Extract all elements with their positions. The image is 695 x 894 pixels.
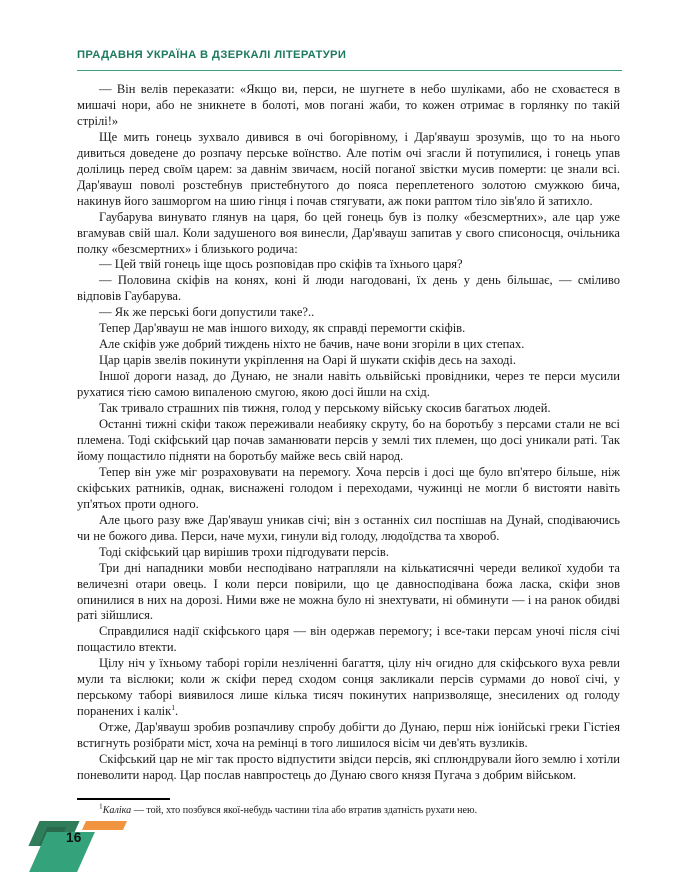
page-number: 16 (66, 830, 82, 845)
paragraph-text: Цілу ніч у їхньому таборі горіли незліченні багаття, цілу ніч огидно для скіфського вуха ревли мули та віслюки; коли ж скіфи перед сходом сонця закликали персів сурмами до нової січі, у перському таборі виявилося лише кілька тисяч покинутих напризволяще, знесилених од голоду поранених і калік (77, 656, 620, 719)
paragraph: Тепер Дар'явауш не мав іншого виходу, як справді перемогти скіфів. (99, 321, 466, 336)
paragraph: Тоді скіфський цар вирішив трохи підгодувати персів. (99, 544, 389, 559)
paragraph: Справдилися надії скіфського царя — він одержав перемогу; і все-таки персам уночі після січі пощастило втекти. (77, 624, 620, 655)
body-text-column (77, 82, 620, 784)
paragraph: Тепер він уже міг розраховувати на перемогу. Хоча персів і досі ще було вп'ятеро більше, ніж скіфських ратників, однак, виснажені голодом і переходами, чужинці не могли б вистояти навіть уп'ятьох проти одного. (77, 464, 620, 511)
header-divider-rule (77, 70, 622, 71)
paragraph: Цар царів звелів покинути укріплення на Оарі й шукати скіфів десь на заході. (99, 353, 517, 368)
paragraph: Гаубарува винувато глянув на царя, бо цей гонець був із полку «безсмертних», але цар уже вгамував свій шал. Коли задушеного воя винесли, Дар'явауш запитав у свого списоносця, очільника полку «безсмертних» і близького родича: (77, 209, 620, 256)
paragraph: Але скіфів уже добрий тиждень ніхто не бачив, наче вони згоріли в цих степах. (99, 337, 525, 352)
publisher-logo (34, 821, 120, 873)
paragraph: — Він велів переказати: «Якщо ви, перси, не шугнете в небо шуліками, або не сховаєтеся в мишачі нори, або не зникнете в болоті, мов погані жаби, то кожен отримає в горлянку по такій стрілі!» (77, 82, 620, 128)
paragraph: — Як же перські боги допустили таке?.. (99, 305, 315, 320)
paragraph: Останні тижні скіфи також переживали неабияку скруту, бо на боротьбу з персами стали не всі племена. Тоді скіфський цар почав заманювати персів у землі тих племен, що досі уникали раті. Так йому пощастило підняти на боротьбу майже весь свій народ. (77, 417, 620, 463)
page-footer (0, 808, 695, 894)
paragraph: Три дні нападники мовби несподівано натрапляли на кількатисячні череди великої худоби та величезні отари овець. І коли перси повірили, що це давносподівана божа ласка, скіфи знов опинилися в них на дорозі. Ними вже не можна було ні знехтувати, ні обминути — і на ранок обидві раті зійшлися. (77, 560, 620, 623)
footnote-reference[interactable]: 1 (171, 703, 176, 712)
footnote-term: Каліка (102, 804, 132, 816)
paragraph: — Цей твій гонець іще щось розповідав про скіфів та їхнього царя? (99, 257, 463, 272)
footnote-definition: — той, хто позбувся якої-небудь частини тіла або втратив здатність рухати нею. (131, 804, 478, 816)
footnote-marker: 1 (99, 801, 103, 811)
running-header (77, 49, 622, 62)
logo-orange-bar-icon (82, 821, 127, 830)
paragraph: Але цього разу вже Дар'явауш уникав січі; він з останніх сил поспішав на Дунай, сподіваючись чи не божого дива. Перси, наче мухи, гинули від голоду, людоїдства та хвороб. (77, 512, 620, 543)
paragraph: Іншої дороги назад, до Дунаю, не знали навіть ольвійські провідники, через те перси мусили рухатися тією самою випаленою смугою, якою досі йшли на схід. (77, 369, 620, 400)
paragraph: — Половина скіфів на конях, коні й люди нагодовані, їх день у день більшає, — сміливо відповів Гаубарува. (77, 273, 620, 304)
footnote-divider-rule (77, 798, 170, 800)
paragraph: Так тривало страшних пів тижня, голод у перському війську скосив багатьох людей. (99, 401, 551, 416)
paragraph: Отже, Дар'явауш зробив розпачливу спробу добігти до Дунаю, перш ніж іонійські греки Гістіея встигнуть розібрати міст, хоча на ремінці в того лишилося вісім чи дев'ять вузликів. (77, 720, 620, 751)
paragraph: Ще мить гонець зухвало дивився в очі богорівному, і Дар'явауш зрозумів, що то на нього дивиться доведене до розпачу перське воїнство. Але потім очі згасли й потупилися, і гонець упав долілиць перед своїм царем: за давнім звичаєм, носій поганої звістки мусив померти: це знали всі. Дар'явауш поволі розстебнув пристебнутого до пояса переплетеного золотою смужкою бича, накинув його зашморгом на шию гінця і почав стягувати, аж поки раптом тіло зів'яло й затихло. (77, 129, 620, 208)
paragraph-with-footnote-ref: Цілу ніч у їхньому таборі горіли незліченні багаття, цілу ніч огидно для скіфського вуха ревли мули та віслюки; коли ж скіфи перед сходом сонця закликали персів сурмами до нової січі, у перському таборі виявилося лише кілька тисяч покинутих напризволяще, знесилених од голоду поранених і калік$^1$. (77, 656, 620, 719)
running-header-title: ПРАДАВНЯ УКРАЇНА В ДЗЕРКАЛІ ЛІТЕРАТУРИ (77, 49, 347, 61)
paragraph: Скіфський цар не міг так просто відпустити звідси персів, які сплюндрували його землю і хотіли поневолити народ. Цар послав навпростець до Дунаю свого князя Пугача з добрим військом. (77, 752, 620, 782)
